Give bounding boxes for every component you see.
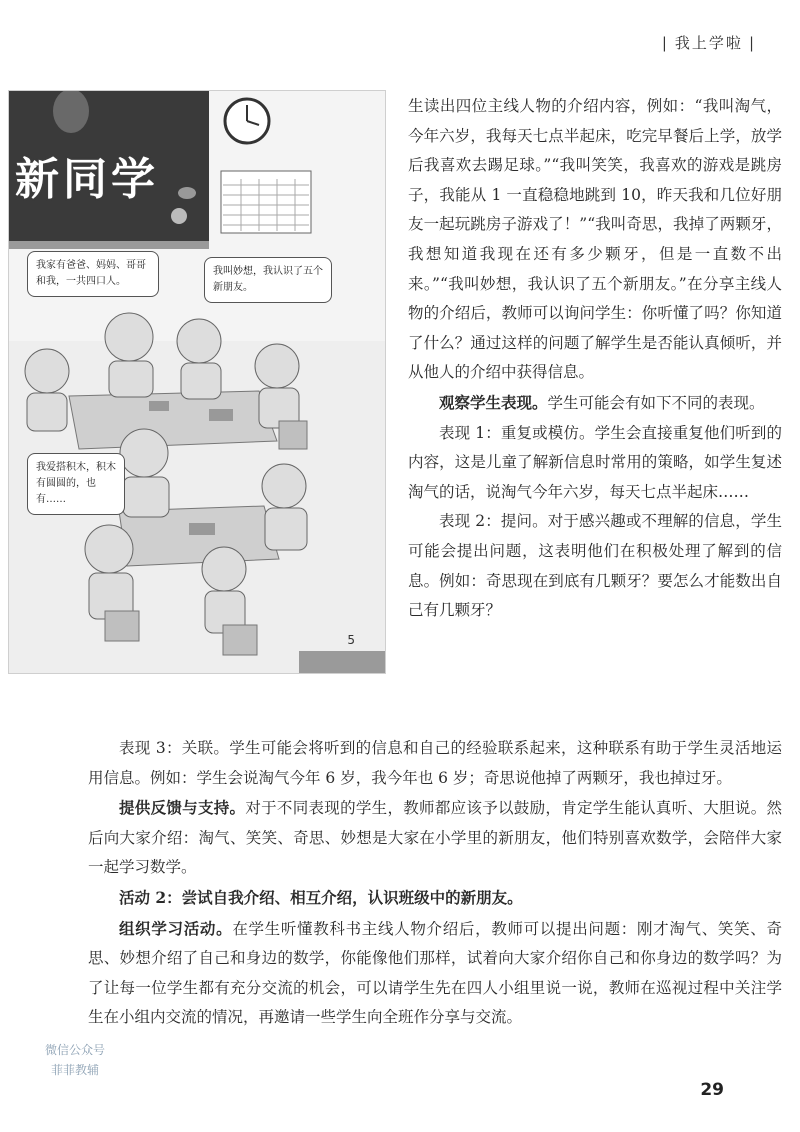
paragraph: 表现 3：关联。学生可能会将听到的信息和自己的经验联系起来，这种联系有助于学生灵活地运用信息。例如：学生会说淘气今年 6 岁，我今年也 6 岁；奇思说他掉了两颗牙，我也掉过牙。 — [88, 739, 782, 787]
running-header: | 我上学啦 | — [662, 32, 756, 53]
illustration-title: 新同学 — [15, 154, 159, 205]
full-width-text — [88, 734, 782, 1033]
paragraph: 观察学生表现。学生可能会有如下不同的表现。 — [439, 392, 765, 412]
paragraph: 组织学习活动。在学生听懂教科书主线人物介绍后，教师可以提出问题：刚才淘气、笑笑、奇思、妙想介绍了自己和身边的数学，你能像他们那样，试着向大家介绍你自己和你身边的数学吗？为了让每一位学生都有充分交流的机会，可以请学生先在四人小组里说一说，教师在巡视过程中关注学生在小组内交流的情况，再邀请一些学生向全班作分享与交流。 — [88, 918, 782, 1027]
textbook-illustration — [8, 90, 386, 674]
paragraph: 生读出四位主线人物的介绍内容，例如：“我叫淘气，今年六岁，我每天七点半起床，吃完早餐后上学，放学后我喜欢去踢足球。”“我叫笑笑，我喜欢的游戏是跳房子，我能从 1 一直稳稳地跳到 10，昨天我和几位好朋友一起玩跳房子游戏了！”“我叫奇思，我掉了两颗牙，我想知道我现在还有多少颗牙，但是一直数不出来。”“我叫妙想，我认识了五个新朋友。”在分享主线人物的介绍后，教师可以询问学生：你听懂了吗？你知道了什么？通过这样的问题了解学生是否能认真倾听，并从他人的介绍中获得信息。 — [408, 97, 782, 382]
paragraph: 表现 2：提问。对于感兴趣或不理解的信息，学生可能会提出问题，这表明他们在积极处理了解到的信息。例如：奇思现在到底有几颗牙？要怎么才能数出自己有几颗牙？ — [408, 512, 782, 620]
right-text-column — [408, 92, 782, 626]
page-number: 29 — [700, 1080, 724, 1100]
paragraph: 提供反馈与支持。对于不同表现的学生，教师都应该予以鼓励，肯定学生能认真听、大胆说。然后向大家介绍：淘气、笑笑、奇思、妙想是大家在小学里的新朋友，他们特别喜欢数学，会陪伴大家一起学习数学。 — [88, 798, 782, 877]
paragraph-lead: 组织学习活动。 — [119, 918, 233, 938]
watermark: 微信公众号 菲菲教辅 — [44, 1043, 105, 1077]
speech-bubble-family: 我家有爸爸、妈妈、哥哥和我，一共四口人。 — [27, 251, 159, 297]
paragraph-lead: 观察学生表现。 — [439, 392, 548, 412]
illustration-page-marker: 5 — [347, 633, 355, 647]
activity-heading: 活动 2：尝试自我介绍、相互介绍，认识班级中的新朋友。 — [119, 887, 523, 907]
paragraph: 表现 1：重复或模仿。学生会直接重复他们听到的内容，这是儿童了解新信息时常用的策略，如学生复述淘气的话，说淘气今年六岁，每天七点半起床…… — [408, 423, 782, 501]
paragraph — [88, 883, 782, 914]
paragraph-lead: 提供反馈与支持。 — [119, 798, 246, 818]
speech-bubble-miaoxiang: 我叫妙想，我认识了五个新朋友。 — [204, 257, 332, 303]
speech-bubble-blocks: 我爱搭积木，积木有圆圆的，也有…… — [27, 453, 125, 515]
